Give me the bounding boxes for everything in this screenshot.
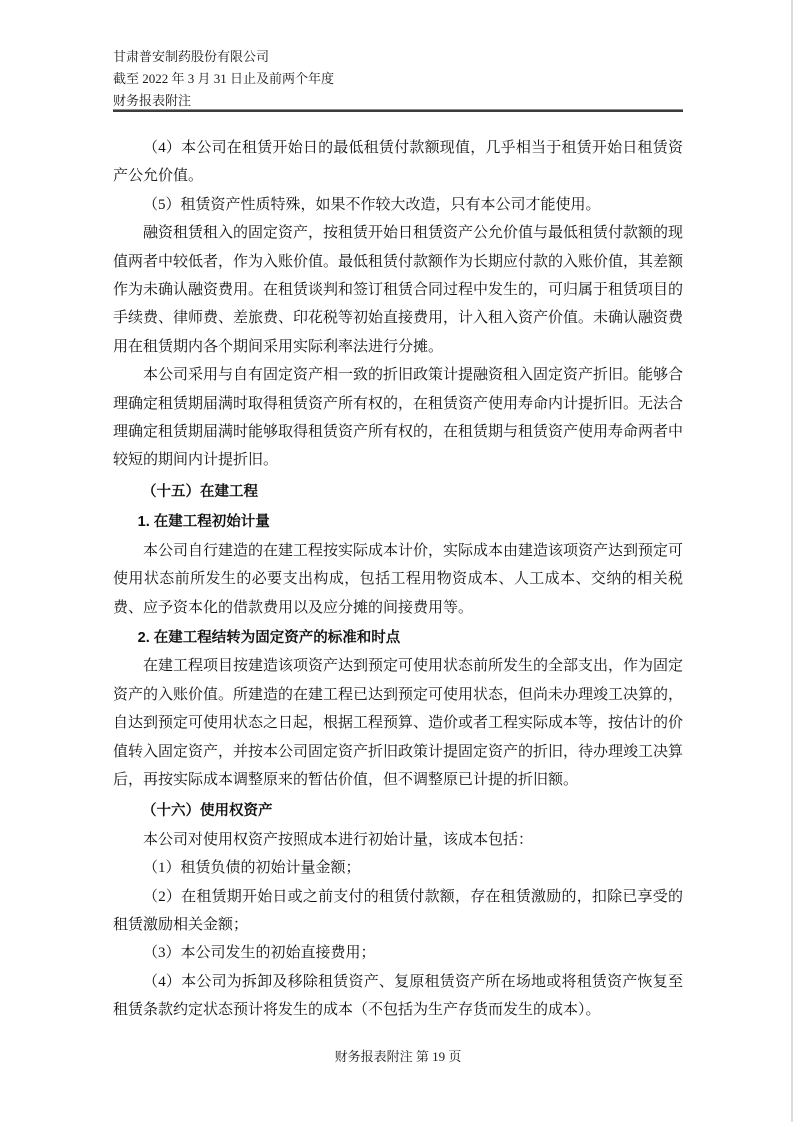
sub-heading: 2. 在建工程结转为固定资产的标准和时点 [137, 629, 401, 646]
paragraph: 本公司自行建造的在建工程按实际成本计价，实际成本由建造该项资产达到预定可使用状态前所发生的必要支出构成，包括工程用物资成本、人工成本、交纳的相关税费、应予资本化的借款费用以及应分摊的间接费用等。 [113, 542, 684, 616]
header-divider [113, 109, 683, 112]
paragraph: （3）本公司发生的初始直接费用； [143, 945, 376, 962]
page-number-label: 财务报表附注 第 19 页 [334, 1049, 462, 1064]
sub-heading: 1. 在建工程初始计量 [137, 514, 270, 531]
report-period: 截至 2022 年 3 月 31 日止及前两个年度 [113, 71, 335, 86]
paragraph: 融资租赁租入的固定资产，按租赁开始日租赁资产公允价值与最低租赁付款额的现值两者中较低者，作为入账价值。最低租赁付款额作为长期应付款的入账价值，其差额作为未确认融资费用。在租赁谈判和签订租赁合同过程中发生的，可归属于租赁项目的手续费、律师费、差旅费、印花税等初始直接费用，计入租入资产价值。未确认融资费用在租赁期内各个期间采用实际利率法进行分摊。 [113, 225, 684, 355]
company-name: 甘肃普安制药股份有限公司 [113, 49, 270, 64]
paragraph: （5）租赁资产性质特殊，如果不作较大改造，只有本公司才能使用。 [143, 196, 601, 213]
paragraph: 本公司对使用权资产按照成本进行初始计量，该成本包括： [143, 831, 534, 848]
paragraph: 在建工程项目按建造该项资产达到预定可使用状态前所发生的全部支出，作为固定资产的入账价值。所建造的在建工程已达到预定可使用状态，但尚未办理竣工决算的，自达到预定可使用状态之日起，根据工程预算、造价或者工程实际成本等，按估计的价值转入固定资产，并按本公司固定资产折旧政策计提固定资产的折旧，待办理竣工决算后，再按实际成本调整原来的暂估价值，但不调整原已计提的折旧额。 [113, 658, 684, 788]
document-title: 财务报表附注 [113, 93, 192, 108]
paragraph: （1）租赁负债的初始计量金额； [143, 860, 361, 877]
paragraph: （4）本公司在租赁开始日的最低租赁付款额现值，几乎相当于租赁开始日租赁资产公允价值。 [113, 140, 683, 185]
paragraph: （2）在租赁期开始日或之前支付的租赁付款额，存在租赁激励的，扣除已享受的租赁激励相关金额； [113, 888, 683, 933]
paragraph: （4）本公司为拆卸及移除租赁资产、复原租赁资产所在场地或将租赁资产恢复至租赁条款约定状态预计将发生的成本（不包括为生产存货而发生的成本）。 [113, 973, 683, 1019]
paragraph: 本公司采用与自有固定资产相一致的折旧政策计提融资租入固定资产折旧。能够合理确定租赁期届满时取得租赁资产所有权的，在租赁资产使用寿命内计提折旧。无法合理确定租赁期届满时能够取得租赁资产所有权的，在租赁期与租赁资产使用寿命两者中较短的期间内计提折旧。 [113, 367, 684, 469]
section-heading: （十六）使用权资产 [142, 803, 273, 820]
document-body [113, 134, 683, 1025]
section-heading: （十五）在建工程 [142, 483, 258, 500]
document-header [113, 46, 683, 112]
document-footer [113, 1046, 683, 1065]
